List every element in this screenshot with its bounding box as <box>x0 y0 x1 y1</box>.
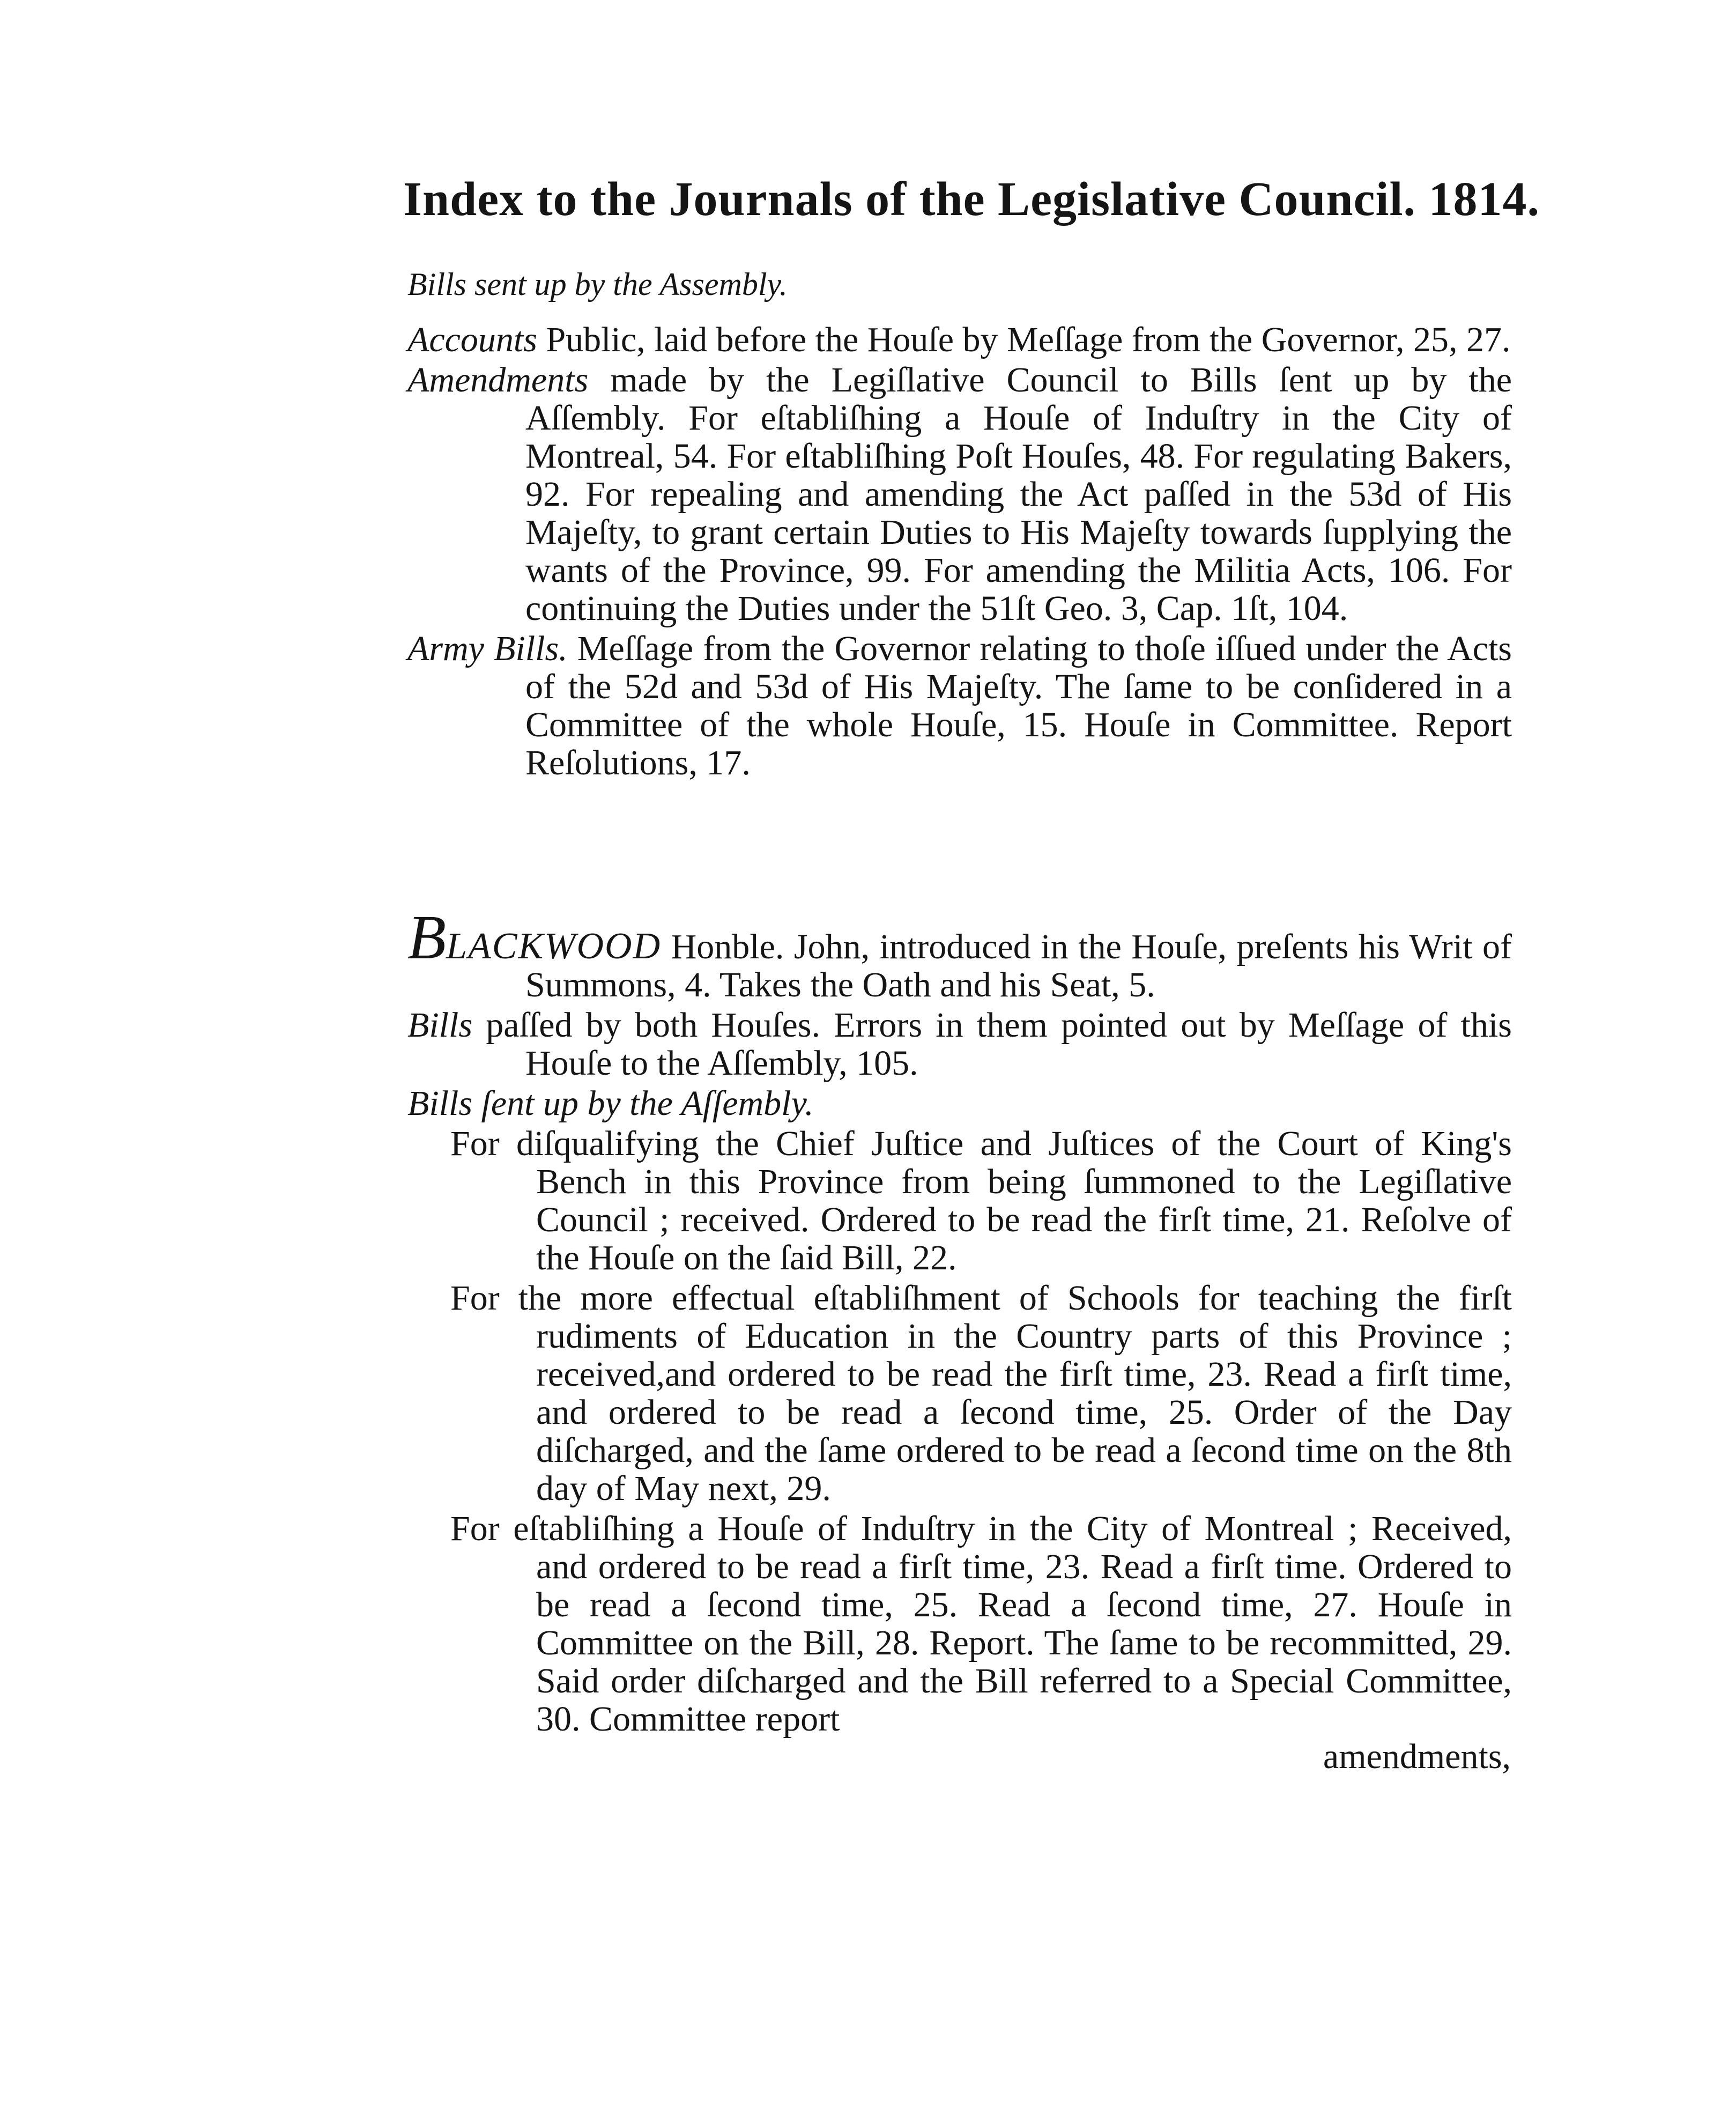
entry-text: Honble. John, introduced in the Houſe, preſents his Writ of Summons, 4. Takes the Oath and his Seat, 5. <box>525 927 1512 1004</box>
bill-sub-entry: For eſtabliſhing a Houſe of Induſtry in the City of Montreal ; Received, and ordered to be read a firſt time, 23. Read a firſt time. Ordered to be read a ſecond time, 25. Read a ſecond time, 27. Houſe in Committee on the Bill, 28. Report. The ſame to be recommitted, 29. Said order diſcharged and the Bill referred to a Special Committee, 30. Committee report <box>450 1509 1512 1739</box>
entry-text: Meſſage from the Governor relating to thoſe iſſued under the Acts of the 52d and 53d of His Majeſty. The ſame to be conſidered in a Committee of the whole Houſe, 15. Houſe in Committee. Report Reſolutions, 17. <box>525 629 1512 782</box>
bill-sub-entry: For diſqualifying the Chief Juſtice and Juſtices of the Court of King's Bench in this Province from being ſummoned to the Legiſlative Council ; received. Ordered to be read the firſt time, 21. Reſolve of the Houſe on the ſaid Bill, 22. <box>450 1124 1512 1277</box>
entry-keyword: Amendments <box>407 360 589 400</box>
entry-keyword: Army Bills. <box>407 629 568 668</box>
running-subheading: Bills sent up by the Assembly. <box>407 267 788 302</box>
entry-text: Public, laid before the Houſe by Meſſage from the Governor, 25, 27. <box>537 320 1511 359</box>
index-entry-army-bills <box>407 630 1512 782</box>
catchword: amendments, <box>1323 1737 1511 1776</box>
entry-keyword: Bills ſent up by the Aſſembly. <box>407 1084 814 1123</box>
index-section-a <box>407 321 1512 782</box>
index-section-b <box>407 902 1512 1739</box>
entry-text: made by the Legiſlative Council to Bills ſent up by the Aſſembly. For eſtabliſhing a Houſe of Induſtry in the City of Montreal, 54. For eſtabliſhing Poſt Houſes, 48. For regulating Bakers, 92. For repealing and amending the Act paſſed in the 53d of His Majeſty, to grant certain Duties to His Majeſty towards ſupplying the wants of the Province, 99. For amending the Militia Acts, 106. For continuing the Duties under the 51ſt Geo. 3, Cap. 1ſt, 104. <box>525 360 1512 628</box>
entry-name: LACKWOOD <box>446 926 662 967</box>
entry-keyword: Accounts <box>407 320 537 359</box>
index-entry-amendments <box>407 361 1512 627</box>
index-entry-bills-sent-up <box>407 1084 1512 1122</box>
bill-sub-entry: For the more effectual eſtabliſhment of Schools for teaching the firſt rudiments of Education in the Country parts of this Province ; received,and ordered to be read the firſt time, 23. Read a firſt time, and ordered to be read a ſecond time, 25. Order of the Day diſcharged, and the ſame ordered to be read a ſecond time on the 8th day of May next, 29. <box>450 1278 1512 1508</box>
drop-cap-letter: B <box>407 902 447 972</box>
page-title: Index to the Journals of the Legislative Council. 1814. <box>403 173 1540 226</box>
index-entry-bills-passed <box>407 1006 1512 1082</box>
index-entry-accounts <box>407 321 1512 359</box>
index-entry-blackwood <box>407 902 1512 1004</box>
entry-text: paſſed by both Houſes. Errors in them pointed out by Meſſage of this Houſe to the Aſſembly, 105. <box>472 1006 1512 1083</box>
entry-keyword: Bills <box>407 1006 473 1045</box>
